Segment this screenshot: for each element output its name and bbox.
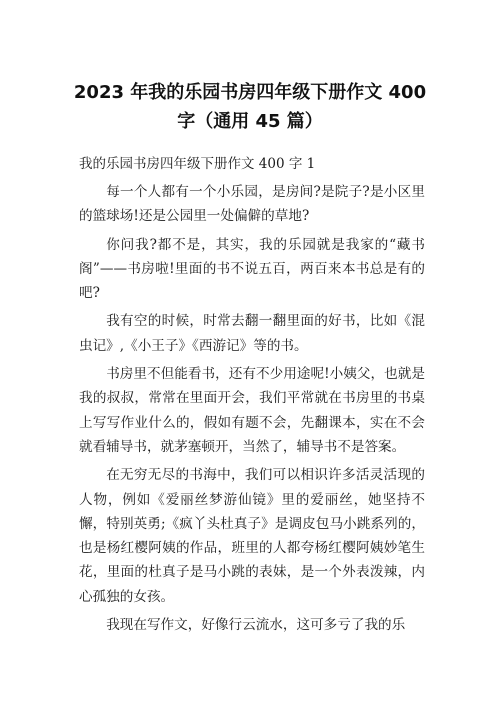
section-heading: 我的乐园书房四年级下册作文 400 字 1 bbox=[79, 156, 316, 172]
paragraph-3: 我有空的时候，时常去翻一翻里面的好书，比如《混虫记》,《小王子》《西游记》等的书。 bbox=[79, 313, 425, 354]
document-title bbox=[60, 78, 440, 136]
paragraph-2: 你问我?都不是，其实，我的乐园就是我家的“藏书阁”——书房啦!里面的书不说五百，两百来本书总是有的吧? bbox=[79, 236, 425, 302]
paragraph-6: 我现在写作文，好像行云流水，这可多亏了我的乐 bbox=[106, 617, 406, 634]
paragraph-4: 书房里不但能看书，还有不少用途呢!小姨父，也就是我的叔叔，常常在里面开会，我们平常就在书房里的书桌上写写作业什么的，假如有题不会，先翻课本，实在不会就看辅导书，就茅塞顿开，当然了，辅导书不是答案。 bbox=[79, 366, 425, 455]
paragraph-5: 在无穷无尽的书海中，我们可以相识许多活灵活现的人物，例如《爱丽丝梦游仙镜》里的爱丽丝，她坚持不懈，特别英勇;《疯丫头杜真子》是调皮包马小跳系列的，也是杨红樱阿姨的作品，班里的人都夸杨红樱阿姨妙笔生花，里面的杜真子是马小跳的表妹，是一个外表泼辣，内心孤独的女孩。 bbox=[79, 467, 425, 605]
title-line-2: 字（通用 45 篇） bbox=[177, 111, 323, 132]
title-line-1: 2023 年我的乐园书房四年级下册作文 400 bbox=[73, 82, 427, 103]
document-body bbox=[79, 180, 425, 641]
paragraph-1: 每一个人都有一个小乐园，是房间?是院子?是小区里的篮球场!还是公园里一处偏僻的草地? bbox=[79, 184, 425, 225]
